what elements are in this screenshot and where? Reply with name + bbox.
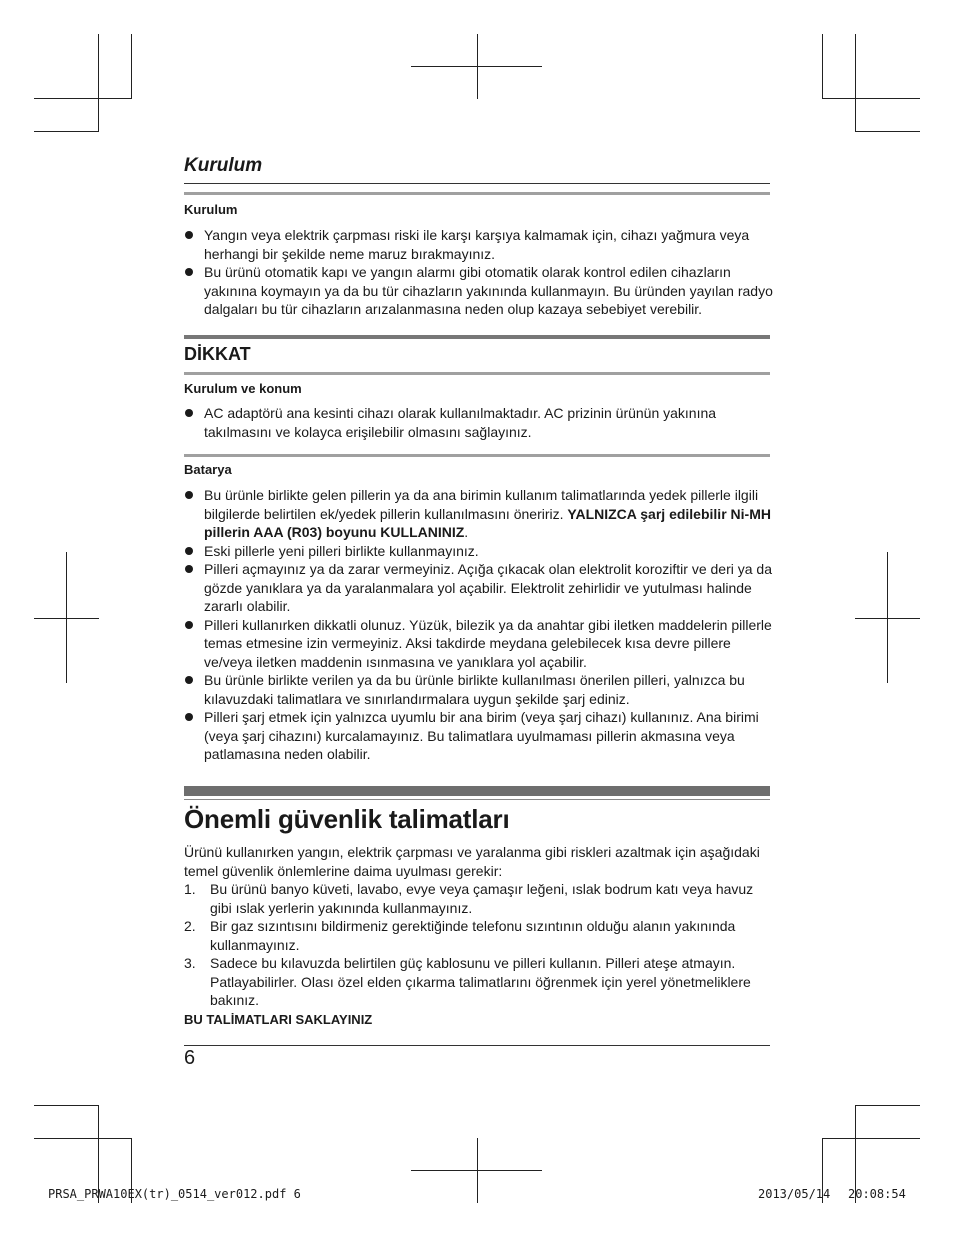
list-item: Bu ürünle birlikte verilen ya da bu ürünle birlikte kullanılması önerilen pilleri, yalnızca bu kılavuzdaki talimatlara ve sınırlandırmalara uygun şekilde şarj ediniz. [184, 671, 774, 708]
save-instructions: BU TALİMATLARI SAKLAYINIZ [184, 1012, 373, 1027]
caution-rule [184, 372, 770, 375]
list-item: Bu ürünle birlikte gelen pillerin ya da ana birimin kullanım talimatlarında yedek pillerle ilgili bilgilerde belirtilen ek/yedek pillerin kullanılmasını öneririz. YALNIZCA şarj edilebilir Ni-MH pillerin AAA (R03) boyunu KULLANINIZ. [184, 486, 774, 542]
list-item: 3. Sadece bu kılavuzda belirtilen güç kablosunu ve pilleri kullanın. Pilleri ateşe atmayın. Patlayabilirler. Olası özel elden çıkarma talimatlarını öğrenmek için yerel yönetmeliklere bakınız. [184, 955, 751, 1008]
list-item: Bu ürünü otomatik kapı ve yangın alarmı gibi otomatik olarak kontrol edilen cihazların yakınına koymayın ya da bu tür cihazların yakınında kullanmayın. Bu üründen yayılan radyo dalgaları bu tür cihazların arızalanmasına neden olup kazaya sebebiyet verebilir. [184, 263, 774, 319]
list-item: Pilleri şarj etmek için yalnızca uyumlu bir ana birim (veya şarj cihazı) kullanınız. Ana birimi (veya şarj cihazını) kurcalamayınız. Bu talimatlara uyulmaması pillerin akmasına veya patlamasına neden olabilir. [184, 708, 774, 764]
list-item: AC adaptörü ana kesinti cihazı olarak kullanılmaktadır. AC prizinin ürünün yakınına takılmasını ve kolayca erişilebilir olmasını sağlayınız. [184, 404, 774, 441]
battery-heading: Batarya [184, 462, 232, 477]
placement-list [184, 404, 774, 441]
caution-top-rule [184, 335, 770, 339]
install-list [184, 226, 774, 319]
battery-rule [184, 454, 770, 457]
page-number: 6 [184, 1047, 196, 1069]
install-heading: Kurulum [184, 202, 238, 217]
section-rule-gray [184, 192, 770, 195]
placement-heading: Kurulum ve konum [184, 381, 302, 396]
section-title: Kurulum [184, 155, 263, 176]
list-item: 2. Bir gaz sızıntısını bildirmeniz gerektiğinde telefonu sızıntının olduğu alanın yakınında kullanmayınız. [184, 918, 736, 953]
list-item: Yangın veya elektrik çarpması riski ile karşı karşıya kalmamak için, cihazı yağmura veya herhangi bir şekilde neme maruz bırakmayınız. [184, 226, 774, 263]
footer-time: 20:08:54 [848, 1187, 906, 1201]
footer-filename: PRSA_PRWA10EX(tr)_0514_ver012.pdf 6 [48, 1187, 301, 1201]
section-rule [184, 183, 770, 184]
safety-title: Önemli güvenlik talimatları [184, 804, 510, 834]
safety-intro: Ürünü kullanırken yangın, elektrik çarpması ve yaralanma gibi riskleri azaltmak için aşağıdaki temel güvenlik önlemlerine daima uyulması gerekir: [184, 844, 760, 879]
footer-date: 2013/05/14 [758, 1187, 831, 1201]
list-item: Pilleri kullanırken dikkatli olunuz. Yüzük, bilezik ya da anahtar gibi iletken maddelerin pillerle temas etmesine izin vermeyiniz. Aksi takdirde meydana gelebilecek kısa devre pillere ve/veya iletken maddenin ısınmasına ve yanıklara yol açabilir. [184, 616, 774, 672]
page-bottom-rule [184, 1045, 770, 1046]
battery-list [184, 486, 774, 764]
caution-heading: DİKKAT [184, 344, 251, 364]
list-item: 1. Bu ürünü banyo küveti, lavabo, evye veya çamaşır leğeni, ıslak bodrum katı veya havuz gibi ıslak yerlerin yakınında kullanmayınız. [184, 881, 754, 916]
list-item: Pilleri açmayınız ya da zarar vermeyiniz. Açığa çıkacak olan elektrolit koroziftir ve deri ya da gözde yanıklara ya da yaralanmalara yol açabilir. Elektrolit zehirlidir ve yutulması halinde zararlı olabilir. [184, 560, 774, 616]
safety-list [184, 880, 774, 1010]
safety-bar-line [184, 799, 770, 800]
safety-bar [184, 786, 770, 796]
list-item: Eski pillerle yeni pilleri birlikte kullanmayınız. [184, 542, 774, 561]
